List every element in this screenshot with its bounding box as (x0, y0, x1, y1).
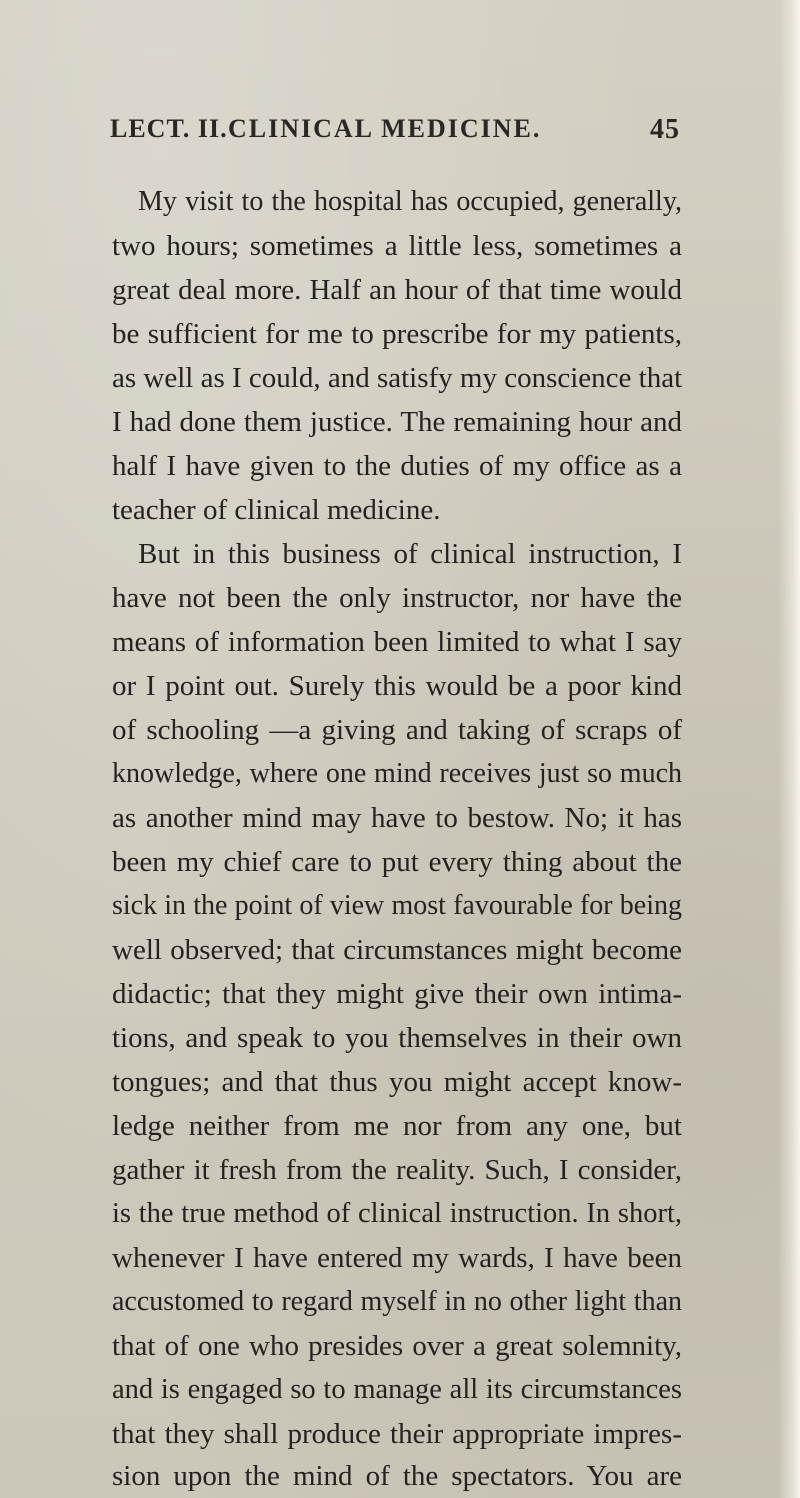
text-line: or I point out. Surely this would be a poor kind (112, 670, 682, 702)
page-edge (778, 0, 800, 1498)
running-head (110, 114, 680, 150)
text-line: gather it fresh from the reality. Such, I consider, (112, 1154, 682, 1186)
text-line: whenever I have entered my wards, I have been (112, 1242, 682, 1274)
text-line: been my chief care to put every thing about the (112, 846, 682, 878)
lecture-number: LECT. II. (110, 114, 228, 143)
text-line: have not been the only instructor, nor have the (112, 582, 682, 614)
text-line: that they shall produce their appropriate impres- (112, 1418, 682, 1450)
text-line: as another mind may have to bestow. No; it has (112, 802, 682, 834)
text-line: sick in the point of view most favourable for being (112, 890, 682, 921)
text-line: is the true method of clinical instruction. In short, (112, 1198, 682, 1229)
text-line: of schooling —a giving and taking of scraps of (112, 714, 682, 746)
text-line: tions, and speak to you themselves in their own (112, 1022, 682, 1054)
text-line: I had done them justice. The remaining hour and (112, 406, 682, 438)
text-line: tongues; and that thus you might accept know- (112, 1066, 682, 1098)
text-line: My visit to the hospital has occupied, generally, (138, 186, 682, 217)
text-line: as well as I could, and satisfy my conscience that (112, 362, 683, 394)
text-line: and is engaged so to manage all its circumstances (112, 1374, 682, 1405)
text-line: means of information been limited to what I say (112, 626, 682, 658)
text-line: But in this business of clinical instruction, I (138, 538, 682, 570)
text-line: accustomed to regard myself in no other light than (112, 1286, 682, 1317)
text-line: teacher of clinical medicine. (112, 494, 441, 526)
text-line: great deal more. Half an hour of that time would (112, 274, 682, 306)
text-line: two hours; sometimes a little less, sometimes a (112, 230, 682, 262)
page-number: 45 (650, 114, 680, 145)
text-line: knowledge, where one mind receives just so much (112, 758, 682, 789)
text-line: be sufficient for me to prescribe for my patients, (112, 318, 682, 350)
text-line: ledge neither from me nor from any one, but (112, 1110, 682, 1142)
text-line: that of one who presides over a great solemnity, (112, 1330, 682, 1362)
text-line: sion upon the mind of the spectators. You are (112, 1460, 682, 1492)
text-line: didactic; that they might give their own intima- (112, 978, 682, 1010)
text-line: half I have given to the duties of my office as a (112, 450, 682, 482)
text-line: well observed; that circumstances might become (112, 934, 682, 966)
running-title: CLINICAL MEDICINE. (228, 114, 542, 143)
